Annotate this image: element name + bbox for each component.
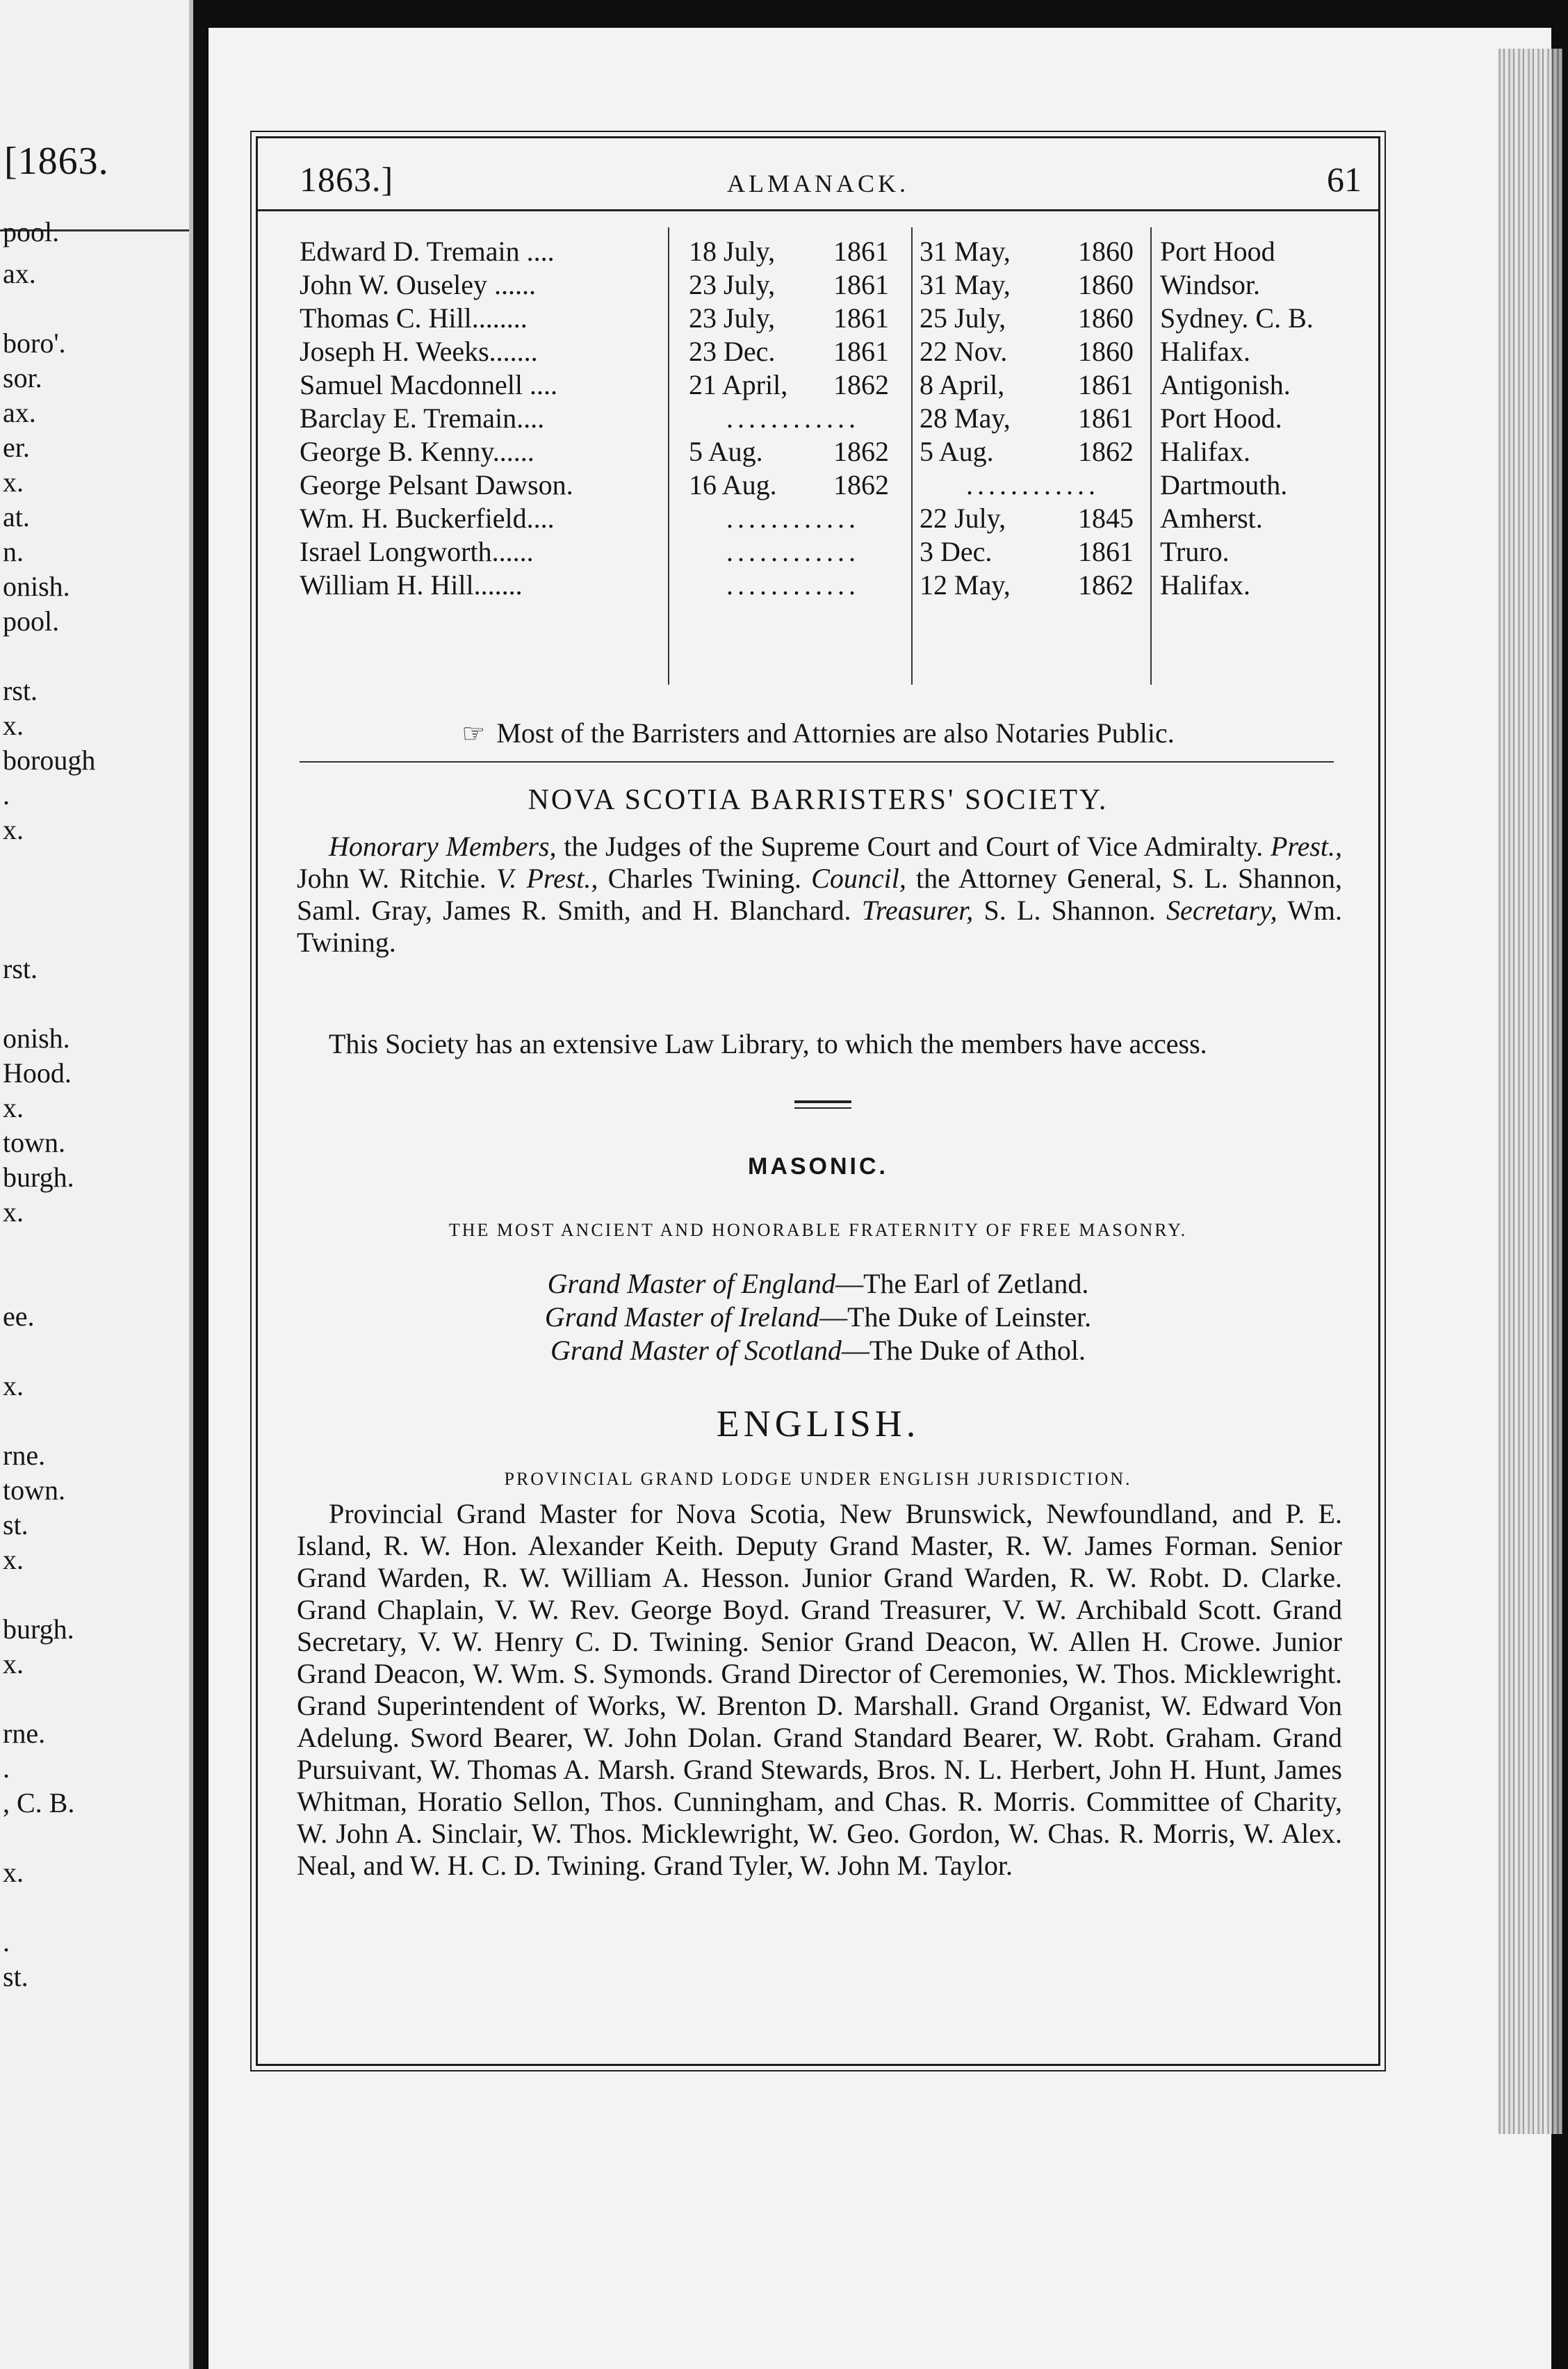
residence: Port Hood. [1160, 402, 1282, 434]
admitted-date: 5 Aug. [689, 436, 763, 467]
admitted-date: 16 Aug. [689, 469, 777, 500]
attorney-year: 1861 [1078, 369, 1134, 400]
previous-page-line-fragment: st. [3, 1509, 28, 1540]
previous-page-line-fragment: st. [3, 1961, 28, 1992]
residence: Amherst. [1160, 503, 1263, 534]
attorney-date: 22 July, [920, 503, 1006, 534]
residence: Antigonish. [1160, 369, 1291, 400]
residence: Halifax. [1160, 436, 1250, 467]
attorney-date: 8 April, [920, 369, 1005, 400]
previous-page-line-fragment: town. [3, 1127, 65, 1158]
notaries-note [258, 717, 1378, 749]
barrister-name: Edward D. Tremain .... [300, 236, 555, 267]
page-frame [256, 136, 1380, 2066]
grand-master-holder: —The Earl of Zetland. [835, 1268, 1089, 1299]
previous-page-line-fragment: . [3, 779, 10, 811]
register-row [258, 236, 1378, 268]
barrister-name: Thomas C. Hill........ [300, 302, 528, 334]
register-row [258, 402, 1378, 434]
attorney-year: 1845 [1078, 503, 1134, 534]
provincial-lodge-subheading: PROVINCIAL GRAND LODGE UNDER ENGLISH JURISDICTION. [504, 1469, 1132, 1489]
register-row [258, 302, 1378, 334]
grand-master-holder: —The Duke of Leinster. [819, 1301, 1092, 1333]
previous-page-line-fragment: x. [3, 1544, 24, 1575]
barrister-name: Barclay E. Tremain.... [300, 402, 545, 434]
register-row [258, 336, 1378, 368]
admitted-year: 1861 [833, 336, 889, 367]
short-rule [794, 1100, 851, 1103]
previous-page-line-fragment: at. [3, 501, 30, 532]
admitted-blank: ............ [726, 503, 860, 534]
previous-page-line-fragment: x. [3, 710, 24, 741]
admitted-year: 1861 [833, 302, 889, 334]
attorney-date: 22 Nov. [920, 336, 1008, 367]
previous-page-line-fragment: . [3, 1752, 10, 1784]
admitted-date: 23 July, [689, 269, 776, 300]
previous-page-line-fragment: pool. [3, 216, 60, 247]
previous-page-line-fragment: burgh. [3, 1162, 74, 1193]
admitted-year: 1862 [833, 436, 889, 467]
admitted-blank: ............ [726, 536, 860, 567]
previous-page-line-fragment: rne. [3, 1440, 46, 1471]
barrister-name: John W. Ouseley ...... [300, 269, 536, 300]
previous-page-line-fragment: x. [3, 1370, 24, 1401]
running-title: ALMANACK. [726, 170, 909, 197]
attorney-date: 3 Dec. [920, 536, 993, 567]
attorney-date: 12 May, [920, 569, 1011, 601]
attorney-year: 1860 [1078, 236, 1134, 267]
previous-page-line-fragment: onish. [3, 571, 70, 602]
residence: Sydney. C. B. [1160, 302, 1314, 334]
law-library-paragraph: This Society has an extensive Law Library, to which the members have access. [329, 1028, 1207, 1059]
admitted-date: 21 April, [689, 369, 788, 400]
previous-page-line-fragment: burgh. [3, 1613, 74, 1645]
previous-page-line-fragment: , C. B. [3, 1787, 75, 1818]
previous-page-header: [1863. [4, 140, 109, 183]
previous-page-line-fragment: rst. [3, 953, 38, 984]
residence: Halifax. [1160, 336, 1250, 367]
barrister-name: George B. Kenny...... [300, 436, 534, 467]
page-number: 61 [1327, 160, 1362, 199]
grand-master-line [258, 1334, 1378, 1367]
attorney-year: 1862 [1078, 569, 1134, 601]
previous-page-line-fragment: n. [3, 536, 24, 567]
attorney-date: 25 July, [920, 302, 1006, 334]
previous-page-line-fragment: rst. [3, 675, 38, 706]
barrister-name: William H. Hill....... [300, 569, 523, 601]
pointing-hand-icon: ☞ [462, 719, 486, 749]
admitted-date: 23 July, [689, 302, 776, 334]
admitted-year: 1861 [833, 236, 889, 267]
previous-page-line-fragment: er. [3, 432, 30, 463]
previous-page-line-fragment: x. [3, 1857, 24, 1888]
attorney-date: 31 May, [920, 236, 1011, 267]
residence: Halifax. [1160, 569, 1250, 601]
admitted-blank: ............ [726, 569, 860, 601]
admitted-year: 1862 [833, 469, 889, 500]
page-edge-shadow [1498, 49, 1562, 2134]
barrister-name: Israel Longworth...... [300, 536, 534, 567]
register-row [258, 536, 1378, 568]
short-rule [794, 1107, 851, 1109]
grand-master-title: Grand Master of Ireland [544, 1301, 820, 1333]
previous-page-line-fragment: town. [3, 1474, 65, 1506]
register-row [258, 469, 1378, 501]
register-row [258, 269, 1378, 301]
header-rule [258, 209, 1378, 211]
barrister-name: Wm. H. Buckerfield.... [300, 503, 555, 534]
register-row [258, 436, 1378, 468]
attorney-year: 1861 [1078, 402, 1134, 434]
previous-page-line-fragment: onish. [3, 1023, 70, 1054]
provincial-lodge-officers: Provincial Grand Master for Nova Scotia, New Brunswick, Newfoundland, and P. E. Island, R. W. Hon. Alexander Keith. Deputy Grand Master, R. W. James Forman. Senior Grand Warden, R. W. William A. Hesson. Junior Grand Warden, R. W. Robt. D. Clarke. Grand Chaplain, V. W. Rev. George Boyd. Grand Treasurer, V. W. Archibald Scott. Grand Secretary, V. W. Henry C. D. Twining. Senior Grand Deacon, W. Allen H. Crowe. Junior Grand Deacon, W. Wm. S. Symonds. Grand Director of Ceremonies, W. Thos. Micklewright. Grand Superintendent of Works, W. Brenton D. Marshall. Grand Organist, W. Edward Von Adelung. Sword Bearer, W. John Dolan. Grand Standard Bearer, W. Robt. Graham. Grand Pursuivant, W. Thomas A. Marsh. Grand Stewards, Bros. N. L. Herbert, John H. Hunt, James Whitman, Horatio Sellon, Thos. Cunningham, and Chas. R. Morris. Committee of Charity, W. John A. Sinclair, W. Thos. Micklewright, W. Geo. Gordon, W. Chas. R. Morris, W. Alex. Neal, and W. H. C. D. Twining. Grand Tyler, W. John M. Taylor. [297, 1498, 1342, 1881]
previous-page-line-fragment: ax. [3, 397, 36, 428]
grand-master-line [258, 1267, 1378, 1300]
attorney-year: 1860 [1078, 302, 1134, 334]
register-row [258, 569, 1378, 601]
previous-page-line-fragment: sor. [3, 362, 42, 393]
admitted-date: 23 Dec. [689, 336, 776, 367]
attorney-blank: ............ [966, 469, 1100, 500]
previous-page-line-fragment: boro'. [3, 327, 66, 359]
attorney-year: 1862 [1078, 436, 1134, 467]
previous-page-line-fragment: pool. [3, 605, 60, 637]
grand-master-title: Grand Master of England [547, 1268, 836, 1299]
society-officers-paragraph: Honorary Members, the Judges of the Supreme Court and Court of Vice Admiralty. Prest., John W. Ritchie. V. Prest., Charles Twining. Council, the Attorney General, S. L. Shannon, Saml. Gray, James R. Smith, and H. Blanchard. Treasurer, S. L. Shannon. Secretary, Wm. Twining. [297, 831, 1343, 958]
previous-page-line-fragment: ax. [3, 258, 36, 289]
register-row [258, 369, 1378, 401]
barrister-name: George Pelsant Dawson. [300, 469, 573, 500]
notaries-note-text: Most of the Barristers and Attornies are also Notaries Public. [496, 717, 1175, 749]
masonic-heading: MASONIC. [748, 1153, 888, 1180]
previous-page-line-fragment: ee. [3, 1301, 35, 1332]
attorney-year: 1860 [1078, 269, 1134, 300]
admitted-date: 18 July, [689, 236, 776, 267]
english-heading: ENGLISH. [716, 1403, 920, 1444]
previous-page-line-fragment: x. [3, 1648, 24, 1679]
grand-master-line [258, 1301, 1378, 1333]
admitted-year: 1861 [833, 269, 889, 300]
previous-page-line-fragment: . [3, 1926, 10, 1957]
grand-master-title: Grand Master of Scotland [550, 1335, 842, 1366]
previous-page-line-fragment: Hood. [3, 1057, 72, 1089]
residence: Truro. [1160, 536, 1230, 567]
previous-page-line-fragment: x. [3, 1092, 24, 1123]
section-rule [300, 761, 1334, 763]
admitted-blank: ............ [726, 402, 860, 434]
attorney-year: 1860 [1078, 336, 1134, 367]
fraternity-subheading: THE MOST ANCIENT AND HONORABLE FRATERNITY OF FREE MASONRY. [448, 1220, 1188, 1240]
attorney-date: 28 May, [920, 402, 1011, 434]
attorney-date: 5 Aug. [920, 436, 994, 467]
admitted-year: 1862 [833, 369, 889, 400]
residence: Port Hood [1160, 236, 1275, 267]
previous-page-fragment [0, 0, 193, 2369]
previous-page-line-fragment: rne. [3, 1718, 46, 1749]
previous-page-line-fragment: x. [3, 814, 24, 845]
residence: Dartmouth. [1160, 469, 1288, 500]
previous-page-line-fragment: borough [3, 744, 96, 776]
barrister-name: Joseph H. Weeks....... [300, 336, 538, 367]
attorney-date: 31 May, [920, 269, 1011, 300]
page-year: 1863.] [300, 160, 394, 199]
barrister-name: Samuel Macdonnell .... [300, 369, 558, 400]
register-row [258, 503, 1378, 535]
grand-master-holder: —The Duke of Athol. [841, 1335, 1086, 1366]
previous-page-line-fragment: x. [3, 466, 24, 498]
previous-page-line-fragment: x. [3, 1196, 24, 1228]
attorney-year: 1861 [1078, 536, 1134, 567]
residence: Windsor. [1160, 269, 1260, 300]
society-heading: NOVA SCOTIA BARRISTERS' SOCIETY. [528, 784, 1109, 816]
